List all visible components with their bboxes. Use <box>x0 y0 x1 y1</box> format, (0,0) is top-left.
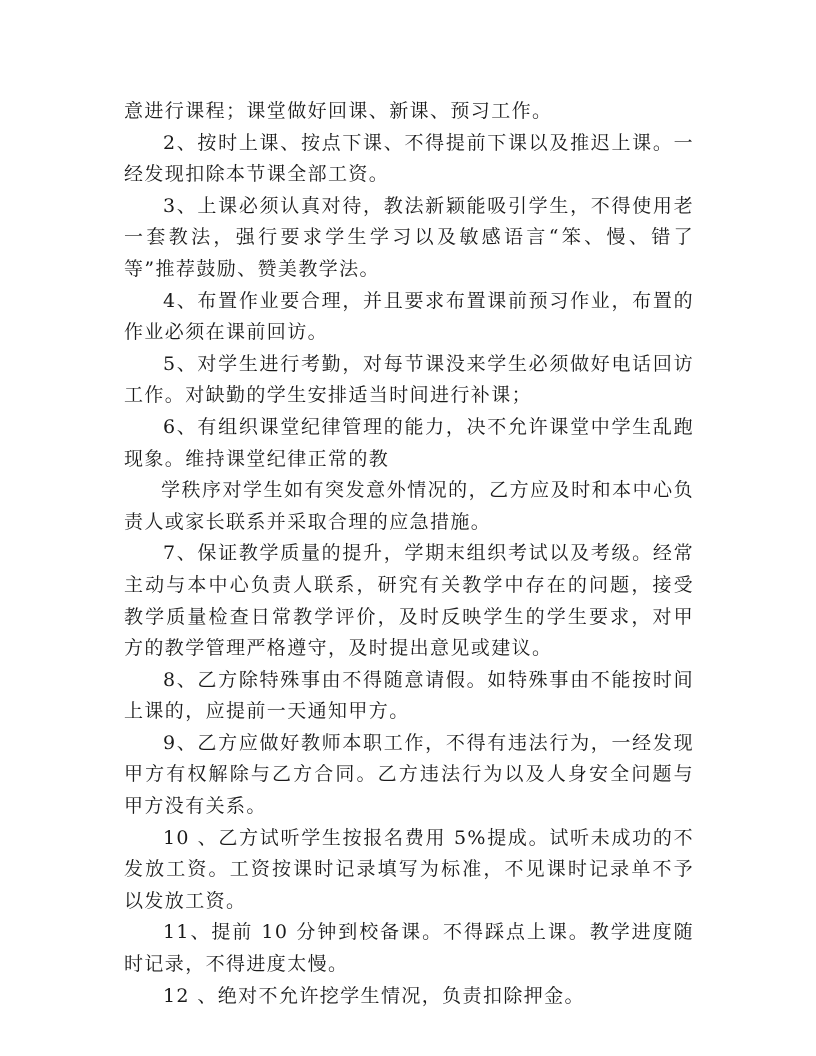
paragraph-item-7: 7、保证教学质量的提升，学期末组织考试以及考级。经常主动与本中心负责人联系，研究有关教学中存在的问题，接受教学质量检查日常教学评价，及时反映学生的学生要求，对甲方的教学管理严格遵守，及时提出意见或建议。 <box>124 542 694 660</box>
paragraph-item-8: 8、乙方除特殊事由不得随意请假。如特殊事由不能按时间上课的，应提前一天通知甲方。 <box>124 668 694 723</box>
paragraph-item-10: 10 、乙方试听学生按报名费用 5%提成。试听未成功的不发放工资。工资按课时记录填写为标准，不见课时记录单不予以发放工资。 <box>124 826 694 912</box>
paragraph-item-11: 11、提前 10 分钟到校备课。不得踩点上课。教学进度随时记录，不得进度太慢。 <box>124 921 694 976</box>
paragraph-item-6-continued: 学秩序对学生如有突发意外情况的，乙方应及时和本中心负责人或家长联系并采取合理的应急措施。 <box>124 479 694 533</box>
paragraph-item-5: 5、对学生进行考勤，对每节课没来学生必须做好电话回访工作。对缺勤的学生安排适当时间进行补课； <box>124 352 694 407</box>
paragraph-continuation: 意进行课程；课堂做好回课、新课、预习工作。 <box>124 100 553 122</box>
paragraph-item-2: 2、按时上课、按点下课、不得提前下课以及推迟上课。一经发现扣除本节课全部工资。 <box>124 131 694 186</box>
paragraph-item-6: 6、有组织课堂纪律管理的能力，决不允许课堂中学生乱跑现象。维持课堂纪律正常的教 <box>124 415 694 470</box>
paragraph-item-9: 9、乙方应做好教师本职工作，不得有违法行为，一经发现甲方有权解除与乙方合同。乙方违法行为以及人身安全问题与甲方没有关系。 <box>124 731 694 818</box>
paragraph-item-3: 3、上课必须认真对待，教法新颖能吸引学生，不得使用老一套教法，强行要求学生学习以及敏感语言“笨、慢、错了等”推荐鼓励、赞美教学法。 <box>124 194 694 280</box>
paragraph-item-12: 12 、绝对不允许挖学生情况，负责扣除押金。 <box>162 984 585 1007</box>
document-body <box>124 96 694 1012</box>
paragraph-item-4: 4、布置作业要合理，并且要求布置课前预习作业，布置的作业必须在课前回访。 <box>124 289 694 344</box>
